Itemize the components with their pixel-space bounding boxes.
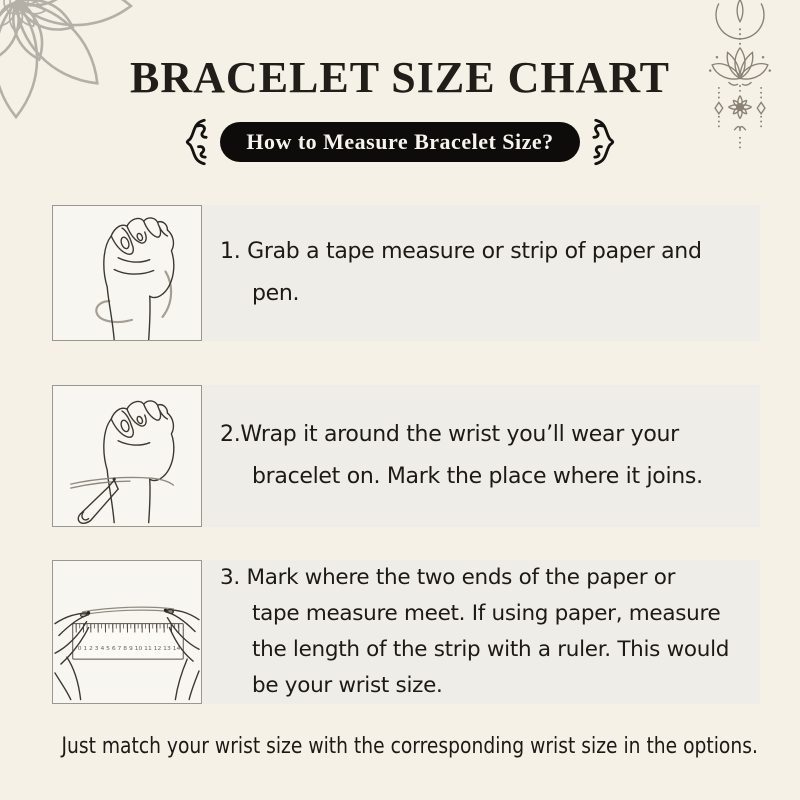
- step-2-text: [220, 385, 754, 527]
- step-1-line-1: 1. Grab a tape measure or strip of paper and: [220, 239, 702, 264]
- step-3-line-4: be your wrist size.: [252, 673, 443, 698]
- hands-strip-ruler-icon: [53, 561, 201, 703]
- step-2-line-2: bracelet on. Mark the place where it joins.: [252, 464, 703, 489]
- step-3-row: [52, 560, 760, 704]
- step-3-line-2: tape measure meet. If using paper, measure: [252, 601, 721, 626]
- ruler-numbers: 0 1 2 3 4 5 6 7 8 9 10 11 12 13 14: [77, 646, 181, 653]
- step-2-line-1: 2.Wrap it around the wrist you’ll wear your: [220, 422, 679, 447]
- step-2-row: [52, 385, 760, 527]
- step-1-line-2: pen.: [252, 281, 300, 306]
- step-1-illustration-box: [52, 205, 202, 341]
- curly-flourish-right-icon: [592, 116, 626, 168]
- page-title: BRACELET SIZE CHART: [130, 53, 670, 102]
- step-3-illustration-box: [52, 560, 202, 704]
- subtitle-badge: How to Measure Bracelet Size?: [220, 122, 579, 162]
- step-2-illustration-box: [52, 385, 202, 527]
- step-3-line-1: 3. Mark where the two ends of the paper or: [220, 565, 676, 590]
- footer-note-text: Just match your wrist size with the corresponding wrist size in the options.: [61, 734, 758, 759]
- step-1-row: [52, 205, 760, 341]
- step-3-line-3: the length of the strip with a ruler. This would: [252, 637, 730, 662]
- subtitle-badge-row: [0, 116, 800, 168]
- hand-wrist-pen-icon: [53, 386, 201, 526]
- step-1-text: [220, 205, 754, 341]
- step-3-text: [220, 560, 754, 704]
- hand-fist-tape-icon: [53, 206, 201, 340]
- footer-note: [0, 734, 800, 759]
- curly-flourish-left-icon: [174, 116, 208, 168]
